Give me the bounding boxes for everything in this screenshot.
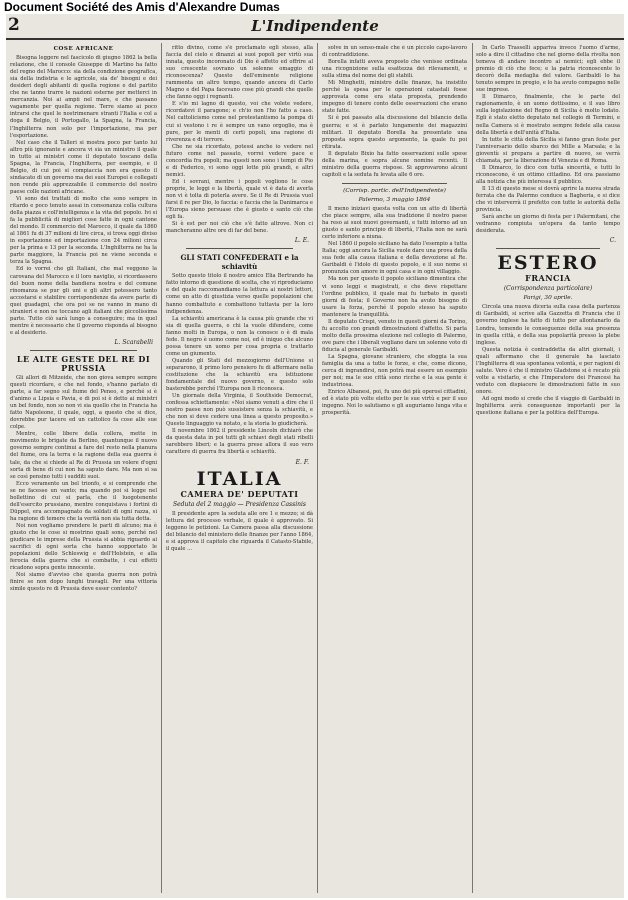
article-paragraph: Ecco veramente un bel trionfo, e si comprende che se ne facesse un vanto; ma quando poi si legge nel bollettino di cui si parla, che il luogotenente dell'esercito prussiano, mentre conquistava i fortini di Düppel, era accompagnato da soldati di ogni razza, si ha ragione di temere che la verità non sia tutta detta. [10, 480, 157, 522]
article-paragraph: Quando gli Stati del mezzogiorno dell'Unione si separarono, il primo loro pensiero fu di affermare nella costituzione che la schiavitù era istituzione fondamentale del nuovo governo, e questo solo basterebbe perché l'Europa non li riconosca. [166, 357, 313, 393]
correspondence-line: (Corrispondenza particolare) [503, 285, 593, 293]
article-signature: C. [609, 237, 616, 245]
article-paragraph: Enrico Albanesi, poi, fu uno dei più operosi cittadini, ed è stato più volte eletto per le sue virtù e per il suo ingegno. Noi lo salutiamo e gli auguriamo lunga vita e prosperità. [322, 389, 467, 417]
article-paragraph: Mentre, colle libere della collera, mette in movimento le brigate da Berlino, quantunque il nuovo governo sempre continui a fare del resto nella pianura del fiume, ora la terra e la ragione della sua guerra è tale, da che si chiede al Re di Prussia un volere d'ogni sorta di bene di cui non ha saputo dare. Ma non si sa se così pensino tutti i sudditi suoi. [10, 431, 157, 480]
column-2 [166, 45, 313, 895]
article-paragraph: Il Dimarco, lo dico con tutta sincerità, e tutti lo riconoscono, è un ottimo cittadino. Ed ora passiamo alla notizia che più interessa il pubblico. [476, 164, 620, 185]
article-paragraph: Gli allori di Mitzeide, che non giova sempre sempre questi ricordare, e che nel fondo, s'hanno parlato di parte, a far segno sul fiume del Peneo, e perché si è d'animo a Lipsia e Pavia, e di poi si è detto ai ministri un bel fondo, non so non vi sia quello che in Francia ha fatto Napoleone, il quale, oggi, a questo che si dice, dovrebbe pur tacere ed un cattolico fa cose alle sue colpe. [10, 374, 157, 431]
article-paragraph: Il meno iniziavi questa volta con un atto di libertà che piace sempre, alla sua tradizione il nostro paese ha reso ai suoi nuovi governanti, e tutti intorno ad un giusto e santo principio di libertà, l'Italia non ne sarà certo inferiore a niuna. [322, 205, 467, 241]
section-heading: COSE AFRICANE [53, 46, 114, 52]
masthead-rule [6, 38, 624, 40]
article-paragraph: Mi Minghetti, ministro delle finanze, ha insistito perché la spesa per le operazioni catastali fosse approvata come era stata proposta, prendendo impegno di tenere conto delle osservazioni che erano state fatte. [322, 80, 467, 115]
article-paragraph: solve in un senso-male che è un piccolo capo-lavoro di contraddizione. [322, 45, 467, 59]
session-line: Seduta del 2 maggio — Presidenza Cassinis [173, 500, 306, 508]
article-paragraph: Sotto questo titolo il nostro amico Elia Bertrando ha fatto intorno di questione di scelta, che vi riproduciamo e del quale raccomandiamo la lettura ai nostri lettori, come un atto di giustizia verso quelle popolazioni che hanno combattuto e combattono tuttavia per la loro indipendenza. [166, 273, 313, 315]
page-number: 2 [8, 15, 20, 35]
newspaper-page [6, 13, 624, 898]
section-subheading: FRANCIA [525, 273, 571, 284]
column-1 [10, 45, 157, 895]
article-paragraph: Nel caso che il Talleri si mostra poco per tanto lui altro più ignorante e ancora vi sia un ministro il quale in tutto ai ministri come il deputato toscano della Spagna, la Francia, l'Inghilterra, per esempio, e il Belgio, di cui poi si compiaccia non era questo il sindacato di un governo ma dei suoi Europei e collegati non rende più apprezzabile il commercio del nostro paese colle nazioni africane. [10, 139, 157, 195]
article-paragraph: Bisogna leggere nel fascicolo di giugno 1862 la bella relazione, che il console Giuseppe di Martino ha fatto del regno del Marocco: sia della condizione geografica, sia della indistria e le agricole, sia de' bisogni e dei desideri degli abitanti di quella regione e del partito che ne tanno trarre le nazioni esterne per metterci in mercanzia. Noi ai ampii nel mare, e che passano vagamente per quella regione. Terre siamo ai poco intrarsi che quel le nostrimenare stranti l'Italia e col a doga il Belgio, il Portogallo, la Spagna, la Francia, l'Inghilterra non solo per l'importazione, ma per l'esportazione. [10, 55, 157, 139]
article-paragraph: Ed i sovrani, mentre i popoli vogliono le cose proprie, le leggi e la libertà, quale vi è data di averla non vi è tolta di poterla avere. Se il Re di Prussia vuol farsi il re per Dio, lo faccia: e faccia che la Danimarca e l'Europa sieno persuase che è giusto e santo ciò che egli fa. [166, 178, 313, 221]
article-headline: LE ALTE GESTE DEL RE DI PRUSSIA [16, 353, 151, 373]
article-paragraph: Che ne sia ricordato, potessi anche io vedere nel futuro come nel passato, vorrei vedere pace e concordia fra popoli; ma questi non sono i tempi di Pio e di Federico, vi sono oggi lotte più grandi, e altri nemici. [166, 143, 313, 178]
archive-watermark: Document Société des Amis d'Alexandre Dumas [4, 0, 624, 14]
masthead [6, 13, 624, 39]
article-paragraph: Ma non per questo il popolo siciliano dimentica che vi sono leggi e magistrati, e che deve rispettare l'ordine pubblico, il quale mai fu turbato in questi giorni di festa; il Governo non ha avuto bisogno di usare la forza, perché il popolo stesso ha saputo mantenere la tranquillità. [322, 276, 467, 318]
column-divider [161, 43, 162, 893]
article-paragraph: ritto divino, come s'è proclamato egli stesso, alla faccia del cielo e dinanzi ai suoi popoli per virtù sua innata, questo incoronato di Dio è affetto ed offrire al suo crescente sovrano un solenne omaggio di riconoscenza? Questo dell'eminente religione rammenta un altro tempo, quando ancora di Carlo Magno e del Papa facevano cose più grandi che quelle che fanno oggi i regnanti. [166, 45, 313, 101]
dateline: Palermo, 3 maggio 1864 [358, 196, 431, 203]
article-paragraph: Si è poi passato alla discussione del bilancio della guerra; e si è parlato lungamente dei magazzini militari. Il deputato Borella ha presentato una proposta sopra questo argomento, la quale fu poi ritirata. [322, 115, 467, 150]
article-paragraph: Il deputato Bixio ha fatto osservazioni sulle spese della marina, e sopra alcune nomine recenti. Il ministro della guerra rispose. Si approvarono alcuni capitoli e la seduta fu levata alle 6 ore. [322, 150, 467, 178]
column-3 [322, 45, 467, 895]
article-paragraph: Si è est per noi ciò che s'è fatto altrove. Non ci mancheranno altre ore di far del bene. [166, 221, 313, 235]
dateline: Parigi, 30 aprile. [523, 295, 573, 302]
article-signature: L. Scarabelli [114, 338, 153, 346]
section-headline: ITALIA [196, 467, 283, 490]
article-paragraph: Il deputato Crispi, venuto in questi giorni da Torino, fu accolto con grandi dimostrazioni d'affetto. Si parla molto della prossima elezione nel collegio di Palermo, ove pare che i liberali vogliano dare un solenne voto di fiducia al generale Garibaldi. [322, 318, 467, 353]
article-paragraph: Ed io vorrei che gli Italiani, che mal veggono la carovana del Marocco e il loro naviglio, si ricordassero del buon nome della bandiera nostra e del comune rinomanza se pur gli uni e gli altri potessero tanto accostarsi e stabilire corrispondenze da avere parte di quei guadagni, che ora poi se ne vanno in mano di stranieri e non ne toccano agli italiani che piccolissima parte. Tutto ciò sarà lungo a conseguire; ma in quel mentre è necessario che il governo risponda al bisogno e al desiderio. [10, 266, 157, 336]
column-divider [317, 43, 318, 893]
article-headline: GLI STATI CONFEDERATI e la schiavitù [180, 253, 299, 272]
article-paragraph: Questa notizia è contraddetta da altri giornali, i quali affermano che il generale ha lasciato l'Inghilterra di sua spontanea volontà, e per ragioni di salute. Vero è che il ministro Gladstone si è recato più volte a visitarlo, e che l'Imperatore dei Francesi ha veduto con dispiacere le dimostrazioni fatte in suo onore. [476, 346, 620, 395]
article-paragraph: E s'io mi lagno di questo, voi che volete vedere, ricordatevi il paragone; e ch'io non l'ho fatto a caso. Nel cattolicismo come nel protestantismo la pompa di cui si vestono i re è sempre un vano orgoglio, ma è pure, per le menti di certi popoli, una ragione di riverenza e di terrore. [166, 101, 313, 143]
article-paragraph: Vi sono dei trattati di molto che sono sempre in ritardo e poco tenuto assai in consonanza colla cultura della piazza e coll'intelligenza e la vita del popolo. Ivi si fa la pubblicità di migliori cose fatte in ogni cantone del mondo. Il commercio del Marocco, il quale da 1860 al 1861 fu di 37 milioni di lire circa, si trova oggi diviso in esportazione ed importazione con 24 milioni circa per la prima e 13 per la seconda. L'Inghilterra ne ha la parte maggiore, la Francia poi ne viene seconda e terza la Spagna. [10, 195, 157, 266]
article-paragraph: Ad ogni modo si crede che il viaggio di Garibaldi in Inghilterra avrà conseguenze importanti per la questione italiana e per la politica dell'Europa. [476, 395, 620, 417]
article-paragraph: Il Dimarco, finalmente, che le parte del ragionamento, è un uomo dottissimo, e il suo libro sulla legislazione del Regno di Sicilia è molto lodato. Egli è stato eletto deputato nel collegio di Termini, e nella Camera si è mostrato sempre fedele alla causa della libertà e dell'unità d'Italia. [476, 94, 620, 136]
article-paragraph: Sarà anche un giorno di festa per i Palermitani, che vedranno compiuta un'opera da tanto tempo desiderata. [476, 214, 620, 235]
article-divider [342, 183, 447, 184]
article-divider [30, 350, 137, 351]
article-paragraph: Il novembre 1862 il presidente Lincoln dichiarò che da questa data in poi tutti gli schiavi degli stati ribelli sarebbero liberi; e la guerra prese allora il suo vero carattere di guerra fra libertà e schiavitù. [166, 428, 313, 456]
article-paragraph: Il presidente apre la seduta alle ore 1 e mezzo; si dà lettura del processo verbale, il quale è approvato. Si leggono le petizioni. La Camera passa alla discussione del bilancio del ministero delle finanze per l'anno 1864, e si approva il capitolo che riguarda il Catasto-Stabile, il quale ... [166, 510, 313, 552]
article-signature: E. F. [295, 458, 309, 466]
article-paragraph: Borella infatti aveva proposto che venisse ordinata una ricognizione sulla esattezza dei rilevamenti, e sulla stima del nome dei gli stabili. [322, 59, 467, 80]
article-paragraph: La schiavitù americana è la causa più grande che vi sia di quella guerra, e chi la vuole difendere, come fanno molti in Europa, o non la conosce o è di mala fede. Il negro è uomo come noi, ed è iniquo che alcuno possa tenere un uomo per cosa propria e trattarlo come un giumento. [166, 315, 313, 357]
article-paragraph: Un giornale della Virginia, il Southside Democrat, confessa schiettamente: «Noi siamo venuti a dire che il nostro paese non può sussistere senza la schiavitù, e che non si deve cedere una linea a questo proposito.» Questo linguaggio va notato, e la storia lo giudicherà. [166, 393, 313, 428]
article-paragraph: La Spagna, giovane straniero, che sfoggia la sua famiglia da una a tutte le forze, e che, come dicono, cerca di ingrandirsi, non potrà mai essere un esempio per noi; ma le sue città sono ricche e la sua gente è industriosa. [322, 353, 467, 389]
article-divider [496, 248, 600, 249]
section-subheading: CAMERA DE' DEPUTATI [180, 488, 299, 499]
correspondence-line: (Corrisp. partic. dell'Indipendente) [343, 187, 446, 194]
article-paragraph: Noi non vogliamo prendere le parti di alcuno; ma è giusto che le cose si mostrino quali sono, perché nel giudicare le imprese della Prussia si abbia riguardo ai sacrifici di ogni sorta che hanno sopportato le popolazioni dello Schleswig e dell'Holstein, e alla ferocia della guerra che si combatte, i cui effetti ricadono sopra gente innocente. [10, 522, 157, 572]
article-signature: L. E. [294, 237, 309, 245]
article-paragraph: Noi siamo d'avviso che questa guerra non potrà finire se non dopo lunghi travagli. Per una vittoria simile questo re di Prussia deve esser contento? [10, 572, 157, 593]
article-paragraph: In Carlo Trasselli appariva invece l'uomo d'arme, solo a dire il cittadino che nel giorno della rivolta non temeva di andare incontro ai nemici; egli ebbe il premio di ciò che fece; e la patria riconoscente lo decorò della medaglia del valore. Garibaldi lo ha tenuto sempre in pregio, e lo ha avuto compagno nelle sue imprese. [476, 45, 620, 94]
article-paragraph: In tutte le città della Sicilia si fanno gran feste per l'anniversario dello sbarco dei Mille a Marsala; e la gioventù si prepara a partire di nuovo, se verrà chiamata, per la liberazione di Venezia e di Roma. [476, 136, 620, 164]
section-headline: ESTERO [497, 252, 599, 275]
article-paragraph: Nel 1860 il popolo siciliano ha dato l'esempio a tutta Italia; oggi ancora la Sicilia vuole dare una prova della sua fede alla causa italiana e della devozione al Re. Garibaldi è l'idolo di questo popolo, e il suo nome si pronunzia con amore in ogni casa e in ogni villaggio. [322, 241, 467, 276]
article-paragraph: Circola una nuova diceria sulla casa della partenza di Garibaldi, si scrive alla Gazzetta di Francia che il governo inglese ha fatto di tutto per allontanarlo da Londra, temendo le conseguenze della sua presenza in quella città, e della sua popolarità presso la plebe inglese. [476, 304, 620, 346]
article-paragraph: Il 13 di questo mese si dovrà aprire la nuova strada ferrata che da Palermo conduce a Bagheria, e si dice che vi interverrà il prefetto con tutte le autorità della provincia. [476, 185, 620, 214]
column-divider [472, 43, 473, 893]
newspaper-title: L'Indipendente [251, 17, 379, 35]
column-4 [476, 45, 620, 895]
article-divider [186, 248, 293, 249]
